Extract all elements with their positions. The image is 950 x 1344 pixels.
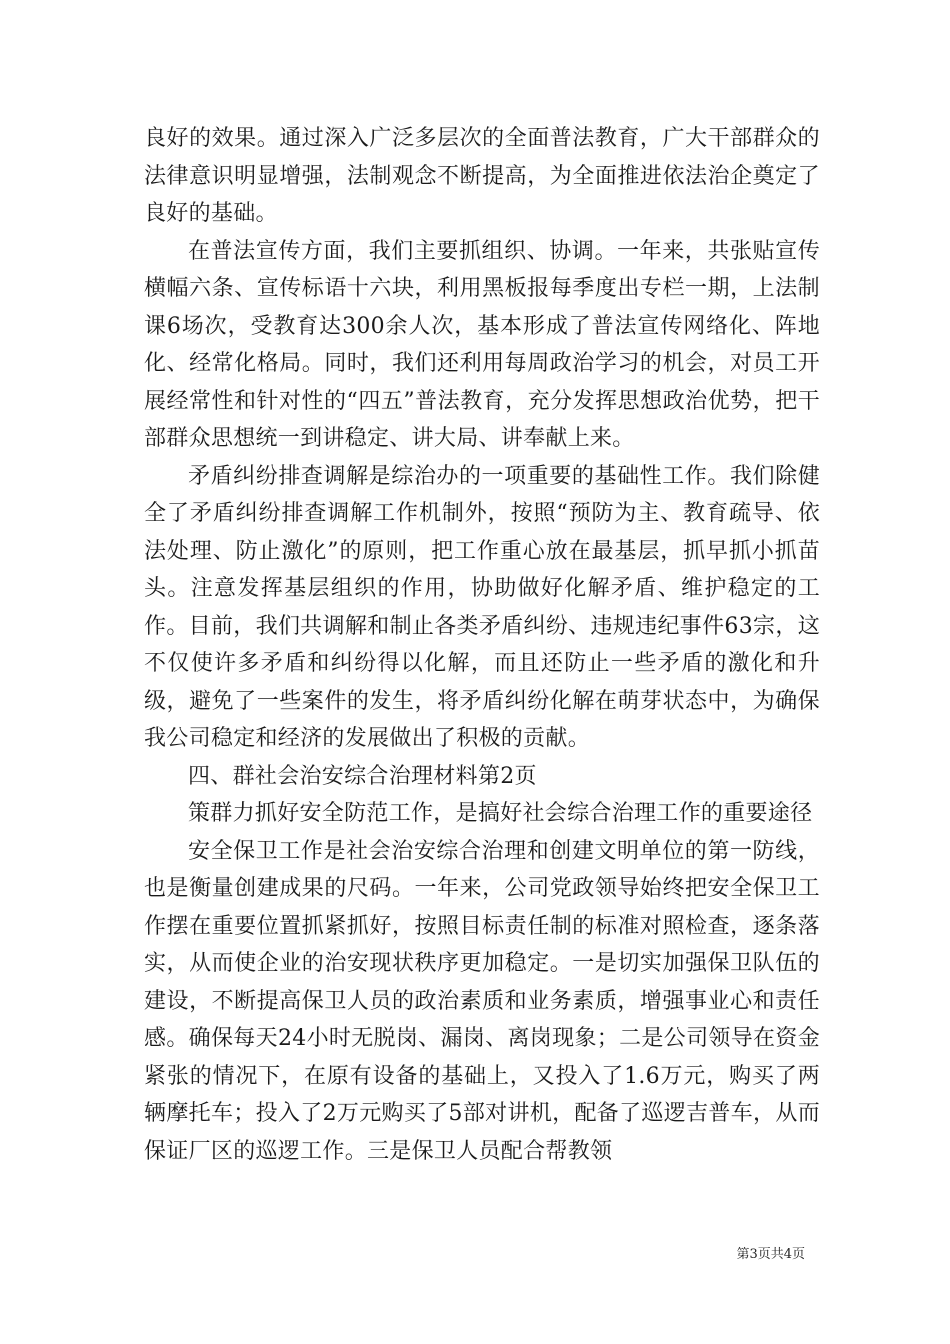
paragraph-3: 矛盾纠纷排查调解是综治办的一项重要的基础性工作。我们除健全了矛盾纠纷排查调解工作机制外，按照“预防为主、教育疏导、依法处理、防止激化”的原则，把工作重心放在最基层，抓早抓小抓苗头。注意发挥基层组织的作用，协助做好化解矛盾、维护稳定的工作。目前，我们共调解和制止各类矛盾纠纷、违规违纪事件63宗，这不仅使许多矛盾和纠纷得以化解，而且还防止一些矛盾的激化和升级，避免了一些案件的发生，将矛盾纠纷化解在萌芽状态中，为确保我公司稳定和经济的发展做出了积极的贡献。 <box>144 463 820 751</box>
paragraph-6: 安全保卫工作是社会治安综合治理和创建文明单位的第一防线，也是衡量创建成果的尺码。一年来，公司党政领导始终把安全保卫工作摆在重要位置抓紧抓好，按照目标责任制的标准对照检查，逐条落实，从而使企业的治安现状秩序更加稳定。一是切实加强保卫队伍的建设，不断提高保卫人员的政治素质和业务素质，增强事业心和责任感。确保每天24小时无脱岗、漏岗、离岗现象；二是公司领导在资金紧张的情况下，在原有设备的基础上，又投入了1.6万元，购买了两辆摩托车；投入了2万元购买了5部对讲机，配备了巡逻吉普车，从而保证厂区的巡逻工作。三是保卫人员配合帮教领 <box>144 838 820 1164</box>
paragraph-5: 策群力抓好安全防范工作，是搞好社会综合治理工作的重要途径 <box>188 801 813 826</box>
document-body <box>144 120 820 1170</box>
section-heading: 四、群社会治安综合治理材料第2页 <box>188 763 537 789</box>
page-number-footer: 第3页共4页 <box>736 1247 805 1262</box>
paragraph-1: 良好的效果。通过深入广泛多层次的全面普法教育，广大干部群众的法律意识明显增强，法制观念不断提高，为全面推进依法治企奠定了良好的基础。 <box>144 126 820 226</box>
paragraph-2: 在普法宣传方面，我们主要抓组织、协调。一年来，共张贴宣传横幅六条、宣传标语十六块，利用黑板报每季度出专栏一期，上法制课6场次，受教育达300余人次，基本形成了普法宣传网络化、阵地化、经常化格局。同时，我们还利用每周政治学习的机会，对员工开展经常性和针对性的“四五”普法教育，充分发挥思想政治优势，把干部群众思想统一到讲稳定、讲大局、讲奉献上来。 <box>144 238 820 451</box>
